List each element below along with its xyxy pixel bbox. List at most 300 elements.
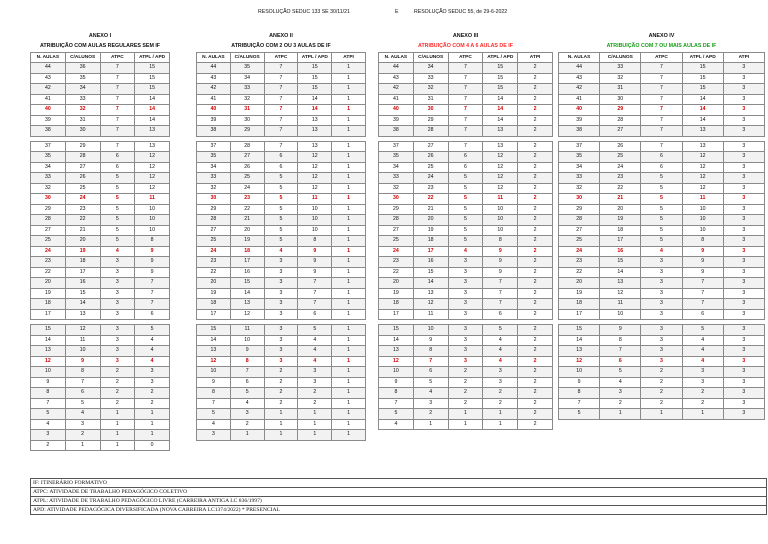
table-cell: 3 xyxy=(723,194,764,205)
table-row xyxy=(197,288,366,299)
table-cell: 2 xyxy=(518,278,553,289)
column-header: ATPC xyxy=(448,53,483,63)
table-row xyxy=(197,309,366,320)
table-cell: 2 xyxy=(518,257,553,268)
table-cell: 2 xyxy=(518,215,553,226)
table-row xyxy=(559,204,765,215)
table-cell: 1 xyxy=(298,419,332,430)
table-cell: 13 xyxy=(298,115,332,126)
table-cell: 3 xyxy=(448,278,483,289)
table-cell: 3 xyxy=(100,267,135,278)
table-row xyxy=(559,267,765,278)
legend-if: IF: ITINERÁRIO FORMATIVO xyxy=(31,479,766,488)
table-cell: 7 xyxy=(413,356,448,367)
table-row xyxy=(197,388,366,399)
table-cell: 23 xyxy=(197,257,231,268)
table-cell: 3 xyxy=(264,309,298,320)
table-cell: 3 xyxy=(641,346,682,357)
table-cell: 32 xyxy=(559,183,600,194)
table-cell: 9 xyxy=(600,325,641,336)
table-cell: 3 xyxy=(100,325,135,336)
table-cell: 7 xyxy=(264,126,298,137)
table-cell: 23 xyxy=(65,204,100,215)
column-header: C/ALUNOS xyxy=(413,53,448,63)
table-row xyxy=(197,398,366,409)
table-cell: 14 xyxy=(682,105,723,116)
table-cell: 5 xyxy=(100,173,135,184)
table-cell: 18 xyxy=(230,246,264,257)
table-cell: 13 xyxy=(135,141,170,152)
table-cell: 9 xyxy=(483,246,518,257)
table-cell: 13 xyxy=(298,141,332,152)
table-row xyxy=(379,173,553,184)
table-header-row xyxy=(559,53,765,63)
table-row xyxy=(379,398,553,409)
table-cell: 13 xyxy=(298,126,332,137)
table-cell: 2 xyxy=(518,419,553,430)
anexo-1-subtitle: ATRIBUIÇÃO COM AULAS REGULARES SEM IF xyxy=(39,43,161,49)
table-cell: 3 xyxy=(723,278,764,289)
table-cell: 3 xyxy=(723,325,764,336)
table-cell: 30 xyxy=(413,105,448,116)
table-cell: 32 xyxy=(197,183,231,194)
table-cell: 1 xyxy=(332,225,366,236)
table-cell: 32 xyxy=(31,183,66,194)
table-cell: 1 xyxy=(332,183,366,194)
table-cell: 2 xyxy=(518,236,553,247)
table-cell: 7 xyxy=(448,115,483,126)
table-cell: 7 xyxy=(641,126,682,137)
table-cell: 22 xyxy=(600,183,641,194)
table-row xyxy=(31,162,170,173)
table-cell: 5 xyxy=(448,215,483,226)
table-cell: 16 xyxy=(65,278,100,289)
table-cell: 20 xyxy=(559,278,600,289)
table-cell: 2 xyxy=(641,377,682,388)
table-cell: 1 xyxy=(332,257,366,268)
table-row xyxy=(559,335,765,346)
table-row xyxy=(197,430,366,441)
table-cell: 33 xyxy=(379,173,414,184)
table-row xyxy=(559,215,765,226)
table-cell: 29 xyxy=(600,105,641,116)
table-cell: 12 xyxy=(483,183,518,194)
column-header: C/ALUNOS xyxy=(65,53,100,63)
table-row xyxy=(379,325,553,336)
table-cell: 15 xyxy=(31,325,66,336)
table-cell: 4 xyxy=(448,246,483,257)
table-cell: 14 xyxy=(230,288,264,299)
table-row xyxy=(197,299,366,310)
table-cell: 7 xyxy=(298,278,332,289)
table-cell: 3 xyxy=(641,325,682,336)
table-cell: 6 xyxy=(600,356,641,367)
table-cell: 2 xyxy=(31,440,66,451)
table-cell: 7 xyxy=(641,84,682,95)
table-cell: 7 xyxy=(379,398,414,409)
table-cell: 7 xyxy=(100,84,135,95)
table-row xyxy=(379,346,553,357)
table-row xyxy=(197,325,366,336)
table-cell: 42 xyxy=(379,84,414,95)
table-row xyxy=(31,246,170,257)
table-cell: 3 xyxy=(723,152,764,163)
table-cell: 36 xyxy=(65,63,100,74)
table-cell: 2 xyxy=(518,356,553,367)
table-cell: 8 xyxy=(483,236,518,247)
table-cell: 8 xyxy=(65,367,100,378)
table-row xyxy=(31,367,170,378)
table-cell: 10 xyxy=(379,367,414,378)
table-cell: 18 xyxy=(600,225,641,236)
table-cell: 3 xyxy=(100,309,135,320)
table-cell: 7 xyxy=(448,73,483,84)
table-cell: 1 xyxy=(332,246,366,257)
table-row xyxy=(379,299,553,310)
table-cell: 22 xyxy=(379,267,414,278)
table-cell: 1 xyxy=(600,409,641,420)
legend-atpl: ATPL: ATIVIDADE DE TRABALHO PEDAGÓGICO LIVRE (CARREIRA ANTIGA LC 836/1997) xyxy=(31,497,766,506)
table-cell: 14 xyxy=(298,105,332,116)
table-cell: 23 xyxy=(31,257,66,268)
table-cell: 10 xyxy=(135,215,170,226)
table-cell: 5 xyxy=(641,215,682,226)
table-cell: 7 xyxy=(100,63,135,74)
table-cell: 28 xyxy=(600,115,641,126)
table-cell: 3 xyxy=(600,388,641,399)
table-cell: 1 xyxy=(332,398,366,409)
table-cell: 4 xyxy=(413,388,448,399)
table-cell: 2 xyxy=(264,367,298,378)
table-cell: 1 xyxy=(332,409,366,420)
table-cell: 2 xyxy=(448,377,483,388)
table-cell: 3 xyxy=(483,377,518,388)
table-row xyxy=(379,288,553,299)
table-row xyxy=(379,105,553,116)
table-row xyxy=(31,183,170,194)
table-cell: 4 xyxy=(483,335,518,346)
table-cell: 19 xyxy=(31,288,66,299)
table-cell: 14 xyxy=(379,335,414,346)
column-header: N. AULAS xyxy=(31,53,66,63)
table-cell: 29 xyxy=(31,204,66,215)
table-cell: 25 xyxy=(600,152,641,163)
table-cell: 2 xyxy=(65,430,100,441)
table-row xyxy=(559,194,765,205)
table-cell: 12 xyxy=(682,162,723,173)
table-cell: 34 xyxy=(31,162,66,173)
table-cell: 7 xyxy=(483,278,518,289)
table-cell: 1 xyxy=(332,162,366,173)
table-row xyxy=(197,409,366,420)
table-cell: 19 xyxy=(197,288,231,299)
table-row xyxy=(379,84,553,95)
table-cell: 34 xyxy=(379,162,414,173)
table-cell: 3 xyxy=(682,367,723,378)
table-row xyxy=(31,215,170,226)
table-cell: 9 xyxy=(682,257,723,268)
table-row xyxy=(379,278,553,289)
table-row xyxy=(379,94,553,105)
table-cell: 27 xyxy=(65,162,100,173)
table-row xyxy=(31,194,170,205)
table-cell: 15 xyxy=(298,73,332,84)
table-cell: 44 xyxy=(31,63,66,74)
table-row xyxy=(379,194,553,205)
table-cell: 15 xyxy=(483,84,518,95)
table-cell: 7 xyxy=(264,105,298,116)
table-cell: 10 xyxy=(31,367,66,378)
table-row xyxy=(31,409,170,420)
table-cell: 7 xyxy=(31,398,66,409)
table-row xyxy=(197,162,366,173)
table-cell: 30 xyxy=(230,115,264,126)
table-cell: 2 xyxy=(518,409,553,420)
table-cell: 1 xyxy=(332,430,366,441)
table-cell: 2 xyxy=(518,105,553,116)
table-cell: 12 xyxy=(483,152,518,163)
header-e: E xyxy=(395,9,399,15)
table-cell: 3 xyxy=(723,309,764,320)
table-row xyxy=(559,126,765,137)
table-cell: 32 xyxy=(600,73,641,84)
table-cell: 7 xyxy=(100,105,135,116)
table-cell: 35 xyxy=(379,152,414,163)
table-cell: 4 xyxy=(483,356,518,367)
table-cell: 1 xyxy=(641,409,682,420)
table-cell: 22 xyxy=(31,267,66,278)
table-row xyxy=(31,115,170,126)
table-cell: 7 xyxy=(448,141,483,152)
table-row xyxy=(31,419,170,430)
table-cell: 3 xyxy=(723,215,764,226)
table-row xyxy=(379,204,553,215)
table-cell: 3 xyxy=(641,288,682,299)
table-cell: 17 xyxy=(600,236,641,247)
table-cell: 1 xyxy=(332,278,366,289)
table-cell: 7 xyxy=(264,73,298,84)
table-cell: 1 xyxy=(332,335,366,346)
table-cell: 30 xyxy=(600,94,641,105)
table-cell: 9 xyxy=(298,257,332,268)
table-cell: 2 xyxy=(518,367,553,378)
table-cell: 4 xyxy=(600,377,641,388)
table-cell: 24 xyxy=(600,162,641,173)
table-cell: 14 xyxy=(298,94,332,105)
table-row xyxy=(379,388,553,399)
header-resolucao-133: RESOLUÇÃO SEDUC 133 SE 30/11/21 xyxy=(258,9,350,15)
table-cell: 15 xyxy=(135,84,170,95)
table-cell: 4 xyxy=(682,356,723,367)
table-cell: 4 xyxy=(135,335,170,346)
table-cell: 30 xyxy=(31,194,66,205)
table-cell: 6 xyxy=(641,152,682,163)
table-cell: 9 xyxy=(559,377,600,388)
table-cell: 18 xyxy=(413,236,448,247)
table-cell: 23 xyxy=(413,183,448,194)
table-cell: 7 xyxy=(298,288,332,299)
table-row xyxy=(559,173,765,184)
table-cell: 3 xyxy=(448,267,483,278)
table-cell: 1 xyxy=(332,194,366,205)
table-cell: 7 xyxy=(559,398,600,409)
table-cell: 3 xyxy=(100,257,135,268)
table-cell: 7 xyxy=(448,94,483,105)
table-cell: 25 xyxy=(65,183,100,194)
table-cell: 3 xyxy=(448,288,483,299)
table-cell: 5 xyxy=(641,194,682,205)
table-row xyxy=(559,73,765,84)
table-row xyxy=(197,94,366,105)
table-cell: 3 xyxy=(448,325,483,336)
table-cell: 5 xyxy=(264,225,298,236)
table-cell: 21 xyxy=(600,194,641,205)
table-cell: 1 xyxy=(264,419,298,430)
table-cell: 5 xyxy=(100,215,135,226)
table-row xyxy=(197,115,366,126)
table-cell: 40 xyxy=(197,105,231,116)
table-cell: 37 xyxy=(379,141,414,152)
table-cell: 5 xyxy=(264,236,298,247)
table-cell: 20 xyxy=(65,236,100,247)
anexo-2-title: ANEXO II xyxy=(269,33,293,39)
table-row xyxy=(379,335,553,346)
table-cell: 35 xyxy=(559,152,600,163)
table-cell: 7 xyxy=(682,288,723,299)
table-cell: 8 xyxy=(31,388,66,399)
table-cell: 29 xyxy=(197,204,231,215)
table-cell: 5 xyxy=(641,236,682,247)
table-cell: 1 xyxy=(483,409,518,420)
table-row xyxy=(197,152,366,163)
table-cell: 2 xyxy=(518,152,553,163)
table-cell: 25 xyxy=(379,236,414,247)
table-cell: 6 xyxy=(483,309,518,320)
table-cell: 7 xyxy=(264,141,298,152)
table-row xyxy=(559,377,765,388)
table-cell: 15 xyxy=(135,63,170,74)
table-cell: 13 xyxy=(559,346,600,357)
table-cell: 2 xyxy=(483,398,518,409)
table-cell: 23 xyxy=(230,194,264,205)
anexo-4-subtitle: ATRIBUIÇÃO COM 7 OU MAIS AULAS DE IF xyxy=(606,43,717,49)
table-cell: 33 xyxy=(197,173,231,184)
table-cell: 2 xyxy=(518,94,553,105)
table-row xyxy=(559,115,765,126)
table-row xyxy=(379,152,553,163)
table-cell: 2 xyxy=(518,183,553,194)
table-row xyxy=(197,194,366,205)
table-cell: 40 xyxy=(559,105,600,116)
table-row xyxy=(559,356,765,367)
table-cell: 9 xyxy=(682,246,723,257)
table-cell: 5 xyxy=(559,409,600,420)
table-cell: 7 xyxy=(448,105,483,116)
table-cell: 4 xyxy=(483,346,518,357)
table-cell: 7 xyxy=(448,63,483,74)
table-cell: 8 xyxy=(600,335,641,346)
table-cell: 2 xyxy=(518,162,553,173)
table-cell: 2 xyxy=(641,388,682,399)
table-cell: 5 xyxy=(31,409,66,420)
table-cell: 18 xyxy=(65,257,100,268)
header-resolucao-55: RESOLUÇÃO SEDUC 55, de 29-6-2022 xyxy=(414,9,508,15)
table-cell: 1 xyxy=(100,440,135,451)
table-cell: 3 xyxy=(264,356,298,367)
table-cell: 34 xyxy=(559,162,600,173)
table-cell: 32 xyxy=(65,105,100,116)
table-cell: 9 xyxy=(197,377,231,388)
table-cell: 10 xyxy=(483,215,518,226)
table-cell: 9 xyxy=(31,377,66,388)
table-cell: 22 xyxy=(197,267,231,278)
table-row xyxy=(31,126,170,137)
table-row xyxy=(197,141,366,152)
table-cell: 12 xyxy=(413,299,448,310)
table-cell: 7 xyxy=(264,94,298,105)
table-cell: 3 xyxy=(100,356,135,367)
table-cell: 1 xyxy=(100,419,135,430)
table-header-row xyxy=(197,53,366,63)
table-cell: 3 xyxy=(723,173,764,184)
table-cell: 27 xyxy=(31,225,66,236)
table-cell: 15 xyxy=(483,73,518,84)
table-row xyxy=(31,73,170,84)
table-cell: 15 xyxy=(230,278,264,289)
table-cell: 3 xyxy=(413,398,448,409)
table-cell: 29 xyxy=(230,126,264,137)
table-cell: 6 xyxy=(264,162,298,173)
table-cell: 28 xyxy=(379,215,414,226)
table-row xyxy=(197,215,366,226)
table-cell: 5 xyxy=(264,215,298,226)
table-cell: 8 xyxy=(379,388,414,399)
table-cell: 5 xyxy=(135,325,170,336)
table-header-row xyxy=(31,53,170,63)
table-cell: 2 xyxy=(518,73,553,84)
table-cell: 17 xyxy=(31,309,66,320)
table-cell: 23 xyxy=(559,257,600,268)
table-cell: 17 xyxy=(230,257,264,268)
table-row xyxy=(31,278,170,289)
table-cell: 15 xyxy=(682,63,723,74)
table-cell: 7 xyxy=(641,115,682,126)
table-cell: 5 xyxy=(641,225,682,236)
table-cell: 1 xyxy=(332,267,366,278)
table-cell: 4 xyxy=(298,356,332,367)
table-cell: 15 xyxy=(600,257,641,268)
table-cell: 3 xyxy=(298,367,332,378)
table-row xyxy=(197,367,366,378)
table-row xyxy=(379,115,553,126)
table-cell: 5 xyxy=(298,325,332,336)
table-cell: 3 xyxy=(723,267,764,278)
table-cell: 14 xyxy=(682,94,723,105)
table-cell: 10 xyxy=(682,225,723,236)
table-cell: 2 xyxy=(518,388,553,399)
table-row xyxy=(197,204,366,215)
table-header-row xyxy=(379,53,553,63)
table-cell: 23 xyxy=(379,257,414,268)
table-cell: 14 xyxy=(559,335,600,346)
table-row xyxy=(197,419,366,430)
table-cell: 35 xyxy=(65,73,100,84)
table-cell: 5 xyxy=(100,194,135,205)
table-cell: 2 xyxy=(264,398,298,409)
table-cell: 5 xyxy=(448,236,483,247)
table-cell: 3 xyxy=(483,367,518,378)
table-cell: 17 xyxy=(413,246,448,257)
